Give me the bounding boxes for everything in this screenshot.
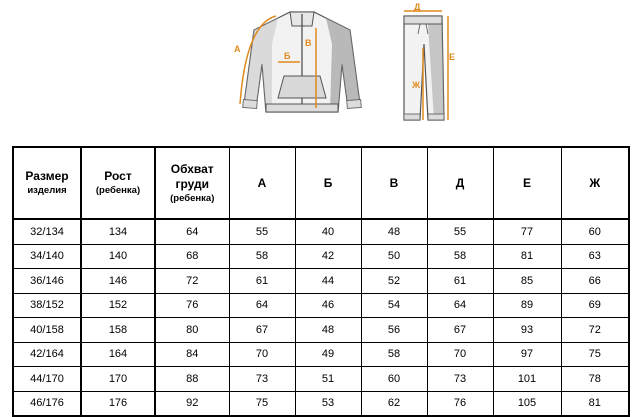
table-cell: 42	[295, 244, 361, 269]
pants-label-d: Д	[414, 2, 421, 12]
table-cell: 73	[427, 367, 493, 392]
table-cell: 51	[295, 367, 361, 392]
table-cell: 75	[561, 342, 629, 367]
table-cell: 46/176	[13, 391, 81, 416]
table-cell: 60	[361, 367, 427, 392]
pants-label-zh: Ж	[412, 80, 421, 90]
jacket-label-a: А	[234, 44, 241, 54]
table-cell: 55	[229, 219, 295, 244]
column-header-label: Е	[522, 175, 531, 190]
table-cell: 61	[229, 269, 295, 294]
table-row	[13, 318, 629, 343]
table-cell: 58	[229, 244, 295, 269]
size-table	[12, 146, 630, 417]
table-cell: 170	[81, 367, 155, 392]
table-cell: 42/164	[13, 342, 81, 367]
table-cell: 75	[229, 391, 295, 416]
jacket-label-v: В	[305, 38, 312, 48]
column-header	[561, 147, 629, 219]
table-cell: 158	[81, 318, 155, 343]
table-cell: 40	[295, 219, 361, 244]
jacket-label-b: Б	[284, 51, 291, 61]
table-cell: 152	[81, 293, 155, 318]
table-cell: 62	[361, 391, 427, 416]
table-cell: 44	[295, 269, 361, 294]
table-row	[13, 293, 629, 318]
table-header-row	[13, 147, 629, 219]
column-header	[427, 147, 493, 219]
table-cell: 105	[493, 391, 561, 416]
table-cell: 67	[427, 318, 493, 343]
table-cell: 146	[81, 269, 155, 294]
column-header	[295, 147, 361, 219]
column-header-label: Обхват груди	[170, 161, 214, 191]
table-cell: 81	[561, 391, 629, 416]
table-cell: 134	[81, 219, 155, 244]
table-cell: 64	[427, 293, 493, 318]
table-cell: 84	[155, 342, 229, 367]
table-cell: 101	[493, 367, 561, 392]
table-cell: 32/134	[13, 219, 81, 244]
table-cell: 81	[493, 244, 561, 269]
column-header-label: Размер	[25, 169, 69, 183]
column-header-sublabel: изделия	[27, 185, 67, 196]
table-cell: 164	[81, 342, 155, 367]
table-cell: 55	[427, 219, 493, 244]
table-row	[13, 367, 629, 392]
table-cell: 70	[427, 342, 493, 367]
table-cell: 76	[427, 391, 493, 416]
table-cell: 49	[295, 342, 361, 367]
table-cell: 80	[155, 318, 229, 343]
table-cell: 89	[493, 293, 561, 318]
table-cell: 72	[561, 318, 629, 343]
table-cell: 92	[155, 391, 229, 416]
column-header-label: Б	[323, 175, 333, 190]
column-header-label: Ж	[589, 175, 601, 190]
table-row	[13, 244, 629, 269]
column-header-label: Д	[455, 175, 465, 190]
table-cell: 77	[493, 219, 561, 244]
table-cell: 50	[361, 244, 427, 269]
table-cell: 72	[155, 269, 229, 294]
table-cell: 34/140	[13, 244, 81, 269]
column-header-label: Рост	[104, 169, 132, 183]
table-cell: 88	[155, 367, 229, 392]
column-header	[229, 147, 295, 219]
table-cell: 97	[493, 342, 561, 367]
table-cell: 60	[561, 219, 629, 244]
table-cell: 61	[427, 269, 493, 294]
table-cell: 176	[81, 391, 155, 416]
table-cell: 52	[361, 269, 427, 294]
pants-label-e: Е	[449, 52, 456, 62]
column-header	[81, 147, 155, 219]
table-cell: 63	[561, 244, 629, 269]
table-cell: 93	[493, 318, 561, 343]
column-header-sublabel: (ребенка)	[170, 192, 215, 204]
table-row	[13, 391, 629, 416]
table-cell: 140	[81, 244, 155, 269]
column-header	[493, 147, 561, 219]
table-cell: 68	[155, 244, 229, 269]
garment-illustrations	[0, 0, 640, 140]
table-cell: 70	[229, 342, 295, 367]
table-cell: 53	[295, 391, 361, 416]
column-header-sublabel: (ребенка)	[95, 185, 141, 196]
table-cell: 38/152	[13, 293, 81, 318]
table-row	[13, 219, 629, 244]
table-cell: 48	[295, 318, 361, 343]
column-header	[361, 147, 427, 219]
table-cell: 78	[561, 367, 629, 392]
table-cell: 56	[361, 318, 427, 343]
table-cell: 58	[361, 342, 427, 367]
table-cell: 44/170	[13, 367, 81, 392]
column-header-label: В	[389, 175, 399, 190]
table-cell: 48	[361, 219, 427, 244]
table-cell: 58	[427, 244, 493, 269]
table-cell: 76	[155, 293, 229, 318]
table-cell: 69	[561, 293, 629, 318]
jacket-diagram	[232, 4, 372, 132]
pants-diagram	[394, 4, 454, 132]
table-row	[13, 269, 629, 294]
table-body	[13, 219, 629, 416]
table-cell: 85	[493, 269, 561, 294]
table-cell: 36/146	[13, 269, 81, 294]
table-cell: 73	[229, 367, 295, 392]
table-cell: 64	[229, 293, 295, 318]
column-header	[155, 147, 229, 219]
table-cell: 66	[561, 269, 629, 294]
table-cell: 40/158	[13, 318, 81, 343]
table-cell: 46	[295, 293, 361, 318]
table-row	[13, 342, 629, 367]
column-header-label: А	[257, 175, 267, 190]
table-cell: 67	[229, 318, 295, 343]
table-cell: 54	[361, 293, 427, 318]
column-header	[13, 147, 81, 219]
table-cell: 64	[155, 219, 229, 244]
